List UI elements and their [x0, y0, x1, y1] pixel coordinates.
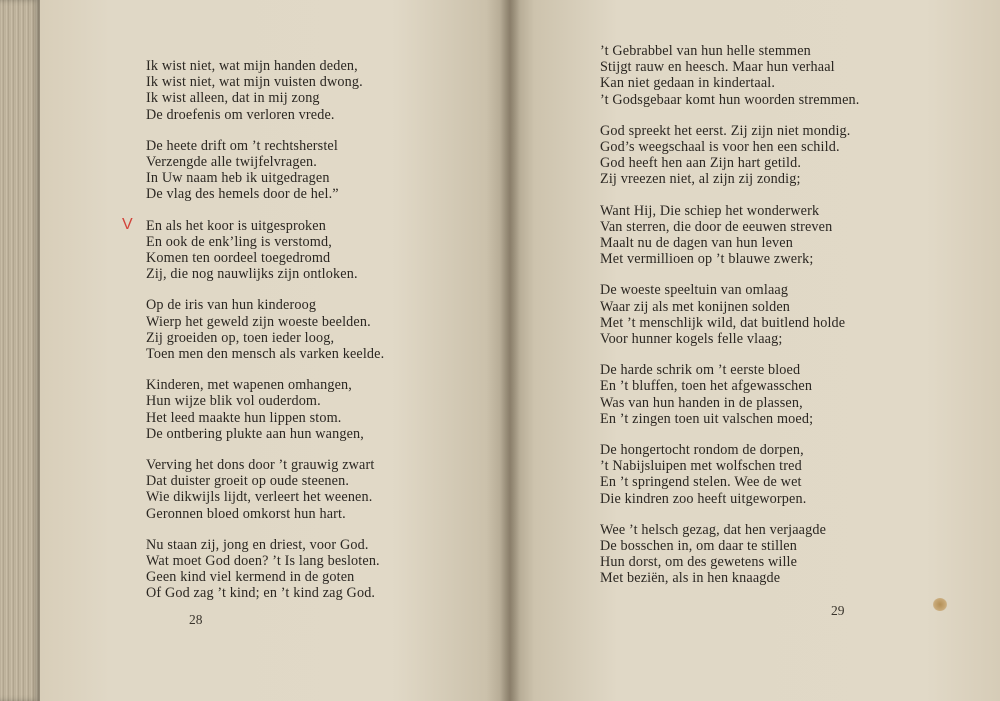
book-gutter	[500, 0, 520, 701]
poem-line: En ook de enk’ling is verstomd,	[146, 233, 332, 250]
poem-line: De hongertocht rondom de dorpen,	[600, 442, 804, 459]
poem-line: Stijgt rauw en heesch. Maar hun verhaal	[600, 59, 835, 76]
poem-line: De harde schrik om ’t eerste bloed	[600, 362, 801, 379]
poem-line: Geen kind viel kermend in de goten	[146, 569, 355, 586]
poem-line: Maalt nu de dagen van hun leven	[600, 235, 793, 252]
stanza	[122, 215, 456, 283]
poem-line: Ik wist alleen, dat in mij zong	[146, 90, 320, 107]
poem-line: ’t Godsgebaar komt hun woorden stremmen.	[600, 91, 860, 108]
poem-line: De ontbering plukte aan hun wangen,	[146, 425, 364, 442]
poem-line: En als het koor is uitgesproken	[146, 217, 326, 234]
poem-line: Zij, die nog nauwlijks zijn ontloken.	[146, 266, 358, 283]
stanza	[600, 282, 900, 347]
poem-line: Dat duister groeit op oude steenen.	[146, 473, 350, 490]
section-marker: V	[122, 215, 133, 233]
poem-line: Hun dorst, om des gewetens wille	[600, 554, 798, 571]
poem-line: En ’t springend stelen. Wee de wet	[600, 474, 802, 491]
stanza	[146, 138, 456, 203]
poem-line: Wie dikwijls lijdt, verleert het weenen.	[146, 489, 373, 506]
poem-line: Hun wijze blik vol ouderdom.	[146, 393, 321, 410]
poem-line: Of God zag ’t kind; en ’t kind zag God.	[146, 585, 376, 602]
poem-line: Met ’t menschlijk wild, dat buitlend holde	[600, 314, 846, 331]
poem-line: Op de iris van hun kinderoog	[146, 297, 317, 314]
poem-line: De bosschen in, om daar te stillen	[600, 538, 797, 555]
poem-line: Met vermillioen op ’t blauwe zwerk;	[600, 251, 814, 268]
stanza	[600, 123, 900, 188]
poem-line: Was van hun handen in de plassen,	[600, 394, 803, 411]
poem-line: ’t Nabijsluipen met wolfschen tred	[600, 458, 802, 475]
stanza	[600, 43, 900, 108]
stanza	[600, 522, 900, 587]
stanza	[600, 362, 900, 427]
poem-line: In Uw naam heb ik uitgedragen	[146, 170, 330, 187]
poem-line: Zij groeiden op, toen ieder loog,	[146, 329, 335, 346]
poem-line: God’s weegschaal is voor hen een schild.	[600, 139, 840, 156]
stanza	[600, 442, 900, 507]
poem-line: God spreekt het eerst. Zij zijn niet mondig.	[600, 122, 851, 139]
stanza	[146, 457, 456, 522]
stanza	[146, 58, 456, 123]
poem-line: Komen ten oordeel toegedromd	[146, 250, 331, 267]
poem-line: Voor hunner kogels felle vlaag;	[600, 331, 783, 348]
page-stack-edge	[0, 0, 40, 701]
page-number-left: 28	[189, 612, 203, 627]
poem-line: Kan niet gedaan in kindertaal.	[600, 75, 776, 92]
poem-line: Waar zij als met konijnen solden	[600, 298, 791, 315]
poem-line: Het leed maakte hun lippen stom.	[146, 409, 342, 426]
stanza	[146, 537, 456, 602]
poem-line: Want Hij, Die schiep het wonderwerk	[600, 202, 820, 219]
right-poem-text	[600, 43, 900, 602]
poem-line: ’t Gebrabbel van hun helle stemmen	[600, 43, 811, 59]
poem-line: Zij vreezen niet, al zijn zij zondig;	[600, 171, 801, 188]
poem-line: Nu staan zij, jong en driest, voor God.	[146, 536, 369, 553]
poem-line: Ik wist niet, wat mijn handen deden,	[146, 58, 358, 74]
stanza	[146, 377, 456, 442]
poem-line: Wee ’t helsch gezag, dat hen verjaagde	[600, 521, 827, 538]
poem-line: Geronnen bloed omkorst hun hart.	[146, 505, 346, 522]
poem-line: Met beziën, als in hen knaagde	[600, 570, 781, 587]
poem-line: Die kindren zoo heeft uitgeworpen.	[600, 490, 807, 507]
paper-stain	[933, 598, 947, 611]
poem-line: De droefenis om verloren vrede.	[146, 106, 335, 123]
poem-line: Wierp het geweld zijn woeste beelden.	[146, 313, 371, 330]
poem-line: De woeste speeltuin van omlaag	[600, 282, 789, 299]
page-number-right: 29	[831, 603, 845, 618]
poem-line: En ’t bluffen, toen het afgewasschen	[600, 378, 813, 395]
poem-line: De vlag des hemels door de hel.”	[146, 186, 339, 203]
poem-line: En ’t zingen toen uit valschen moed;	[600, 410, 814, 427]
poem-line: Ik wist niet, wat mijn vuisten dwong.	[146, 74, 363, 91]
poem-line: Verving het dons door ’t grauwig zwart	[146, 457, 375, 474]
poem-line: De heete drift om ’t rechtsherstel	[146, 137, 338, 154]
left-poem-text	[122, 58, 456, 617]
poem-line: Toen men den mensch als varken keelde.	[146, 346, 385, 363]
poem-line: Verzengde alle twijfelvragen.	[146, 154, 317, 171]
poem-line: Wat moet God doen? ’t Is lang besloten.	[146, 553, 380, 570]
poem-line: Van sterren, die door de eeuwen streven	[600, 218, 833, 235]
poem-line: Kinderen, met wapenen omhangen,	[146, 377, 352, 394]
stanza	[600, 203, 900, 268]
stanza	[146, 297, 456, 362]
poem-line: God heeft hen aan Zijn hart getild.	[600, 155, 802, 172]
